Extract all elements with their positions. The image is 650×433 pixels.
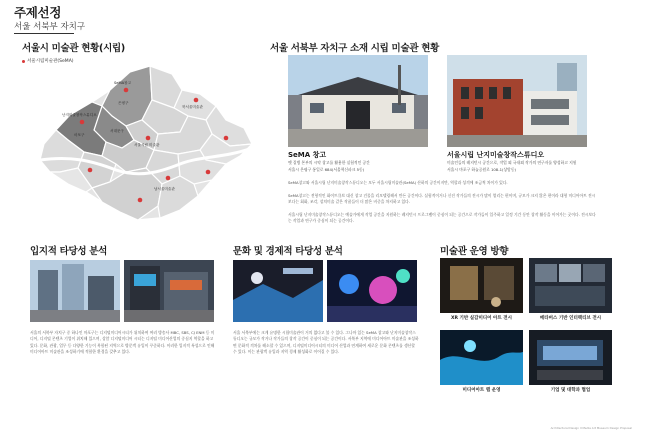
- nanji-desc: 미술인들의 레지던시 공간으로, 작업 외 국내외 작가의 연구자를 양성하고 지원: [447, 160, 577, 165]
- map-pin: [224, 136, 229, 141]
- operation-photo-1: [440, 258, 523, 313]
- map-section-title: 서울시 미술관 현황(시립): [22, 43, 125, 54]
- operation-caption: XR 기반 실감미디어 아트 전시: [450, 316, 513, 321]
- dmc-photo-1: [30, 260, 120, 322]
- sema-desc: 옛 질병 본부의 시약 창고를 활용한 실험적인 공간: [288, 160, 370, 165]
- district-label: 서대문구: [110, 129, 124, 133]
- location-analysis-text: 서울의 서북부 자치구 중 하나인 마포구는 디지털미디어시티가 위치하여 여러 방송사 MBC, SBS, CJ ENM 등 미디어, 디지털 콘텐츠 기업이 위치해 있으며, 상암 디지털미디어 시티는 디지털 미디어산업의 중심지 역할을 하고 있다. 문화, 관광, 업무 등 다양한 기능이 복합된 지역으로 방문객 유입이 꾸준하다. 이러한 입지적 특성으로 인해 미디어아트 미술관을 조성하기에 적합한 환경을 갖추고 있다.: [30, 330, 215, 355]
- operation-direction-title: 미술관 운영 방향: [440, 246, 509, 257]
- sema-address: 서울시 은평구 통일로 684(서울혁신파크 5동): [288, 167, 365, 172]
- museum-paragraph: 서울시립 난지미술창작스튜디오는 예술가에게 작업 공간을 지원하는 레지던시 프로그램이 중심이 되는 공간으로 작가들이 입주하고 일정 기간 동안 창작 활동을 이어가는 곳이다. 전시보다는 작업과 연구가 중심이 되는 공간이다.: [288, 212, 596, 224]
- svg-text:난지미술창작스튜디오: 난지미술창작스튜디오: [62, 113, 97, 117]
- map-legend-label: 서울시립미술관(SeMA): [27, 59, 74, 64]
- svg-text:남서울미술관: 남서울미술관: [154, 187, 175, 191]
- cultural-analysis-title: 문화 및 경제적 타당성 분석: [233, 246, 343, 257]
- svg-text:북서울미술관: 북서울미술관: [182, 105, 203, 109]
- operation-caption: 미디어아트 랩 운영: [462, 388, 501, 393]
- svg-text:SeMA창고: SeMA창고: [114, 81, 131, 85]
- operation-caption: 메타버스 기반 인터랙티브 전시: [539, 316, 602, 321]
- map-pin: [88, 168, 93, 173]
- page-title: 주제선정: [14, 5, 62, 20]
- museum-paragraph: SeMA창고는 전형적인 화이트큐브 대신 창고 건물을 리모델링해서 만든 공간이다. 실험적이거나 신진 작가들의 전시가 많이 열리는 편이며, 규모가 크지 않은 편이라 대형 미디어아트 전시보다는 회화, 조각, 설치미술 같은 작품들이 더 많은 비중을 차지하고 있다.: [288, 193, 596, 205]
- operation-photo-2: [529, 258, 612, 313]
- operation-photo-4: [529, 330, 612, 385]
- district-label: 마포구: [74, 133, 85, 137]
- map-pin: [206, 170, 211, 175]
- seoul-district-map: [30, 60, 260, 230]
- operation-photo-3: [440, 330, 523, 385]
- sema-name: SeMA 창고: [288, 151, 327, 159]
- map-pin: [138, 198, 143, 203]
- sema-warehouse-photo: [288, 55, 428, 147]
- map-pin-icon: [22, 60, 25, 63]
- nanji-address: 서울시 마포구 하늘공원로 108-1(상암동): [447, 167, 516, 172]
- location-analysis-title: 입지적 타당성 분석: [30, 246, 108, 257]
- district-label: 은평구: [118, 101, 129, 105]
- operation-caption: 기업 및 대학과 협업: [550, 388, 591, 393]
- media-art-photo-1: [233, 260, 323, 322]
- media-art-photo-2: [327, 260, 417, 322]
- footer-note: Architectural Design II Media Art Museum Design Proposal: [550, 426, 632, 430]
- museum-section-title: 서울 서북부 자치구 소재 시립 미술관 현황: [270, 43, 439, 54]
- title-divider: [14, 33, 74, 34]
- cultural-analysis-text: 서울 서북부에는 크게 유명한 시립미술관이 거의 없다고 볼 수 있다. 그나마 있는 SeMA 창고와 난지미술창작스튜디오는 규모가 작거나 작가들의 창작 공간이 중심이 되는 공간이다. 서북부 지역에 미디어아트 미술관을 조성하면 문화적 격차를 해소할 수 있으며, 디지털미디어시티의 미디어 산업과 연계하여 새로운 문화 콘텐츠를 생산할 수 있다. 이는 관광객 유입과 지역 경제 활성화로 이어질 수 있다.: [233, 330, 419, 355]
- dmc-photo-2: [124, 260, 214, 322]
- page-subtitle: 서울 서북부 자치구: [14, 22, 86, 32]
- nanji-name: 서울시립 난지미술창작스튜디오: [447, 151, 545, 159]
- svg-text:서울시립 미술관: 서울시립 미술관: [134, 143, 160, 147]
- nanji-studio-photo: [447, 55, 587, 147]
- museum-paragraph: SeMA창고와 서울시립 난지미술창작스튜디오는 모두 서울시립미술관(SeMA) 산하의 공간이지만, 역할과 성격에 조금씩 차이가 있다.: [288, 180, 508, 185]
